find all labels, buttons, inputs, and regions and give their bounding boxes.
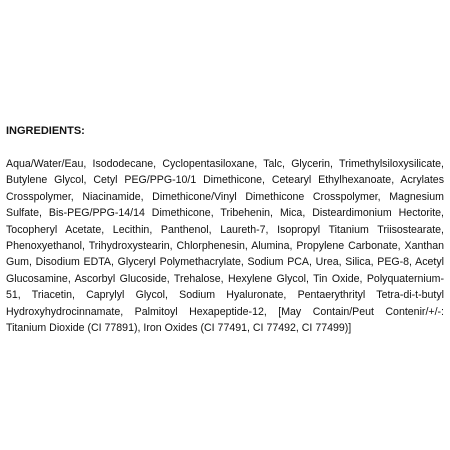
ingredients-label	[6, 0, 444, 450]
ingredients-list-text: Aqua/Water/Eau, Isododecane, Cyclopentasiloxane, Talc, Glycerin, Trimethylsiloxysilicate, Butylene Glycol, Cetyl PEG/PPG-10/1 Dimethicone, Cetearyl Ethylhexanoate, Acrylates Crosspolymer, Niacinamide, Dimethicone/Vinyl Dimethicone Crosspolymer, Magnesium Sulfate, Bis-PEG/PPG-14/14 Dimethicone, Tribehenin, Mica, Disteardimonium Hectorite, Tocopheryl Acetate, Lecithin, Panthenol, Laureth-7, Isopropyl Titanium Triisostearate, Phenoxyethanol, Trihydroxystearin, Chlorphenesin, Alumina, Propylene Carbonate, Xanthan Gum, Disodium EDTA, Glyceryl Polymethacrylate, Sodium PCA, Urea, Silica, PEG-8, Acetyl Glucosamine, Ascorbyl Glucoside, Trehalose, Hexylene Glycol, Tin Oxide, Polyquaternium-51, Triacetin, Caprylyl Glycol, Sodium Hyaluronate, Pentaerythrityl Tetra-di-t-butyl Hydroxyhydrocinnamate, Palmitoyl Hexapeptide-12, [May Contain/Peut Contenir/+/-: Titanium Dioxide (CI 77891), Iron Oxides (CI 77491, CI 77492, CI 77499)]	[6, 158, 444, 335]
ingredients-heading: INGREDIENTS:	[6, 125, 85, 137]
